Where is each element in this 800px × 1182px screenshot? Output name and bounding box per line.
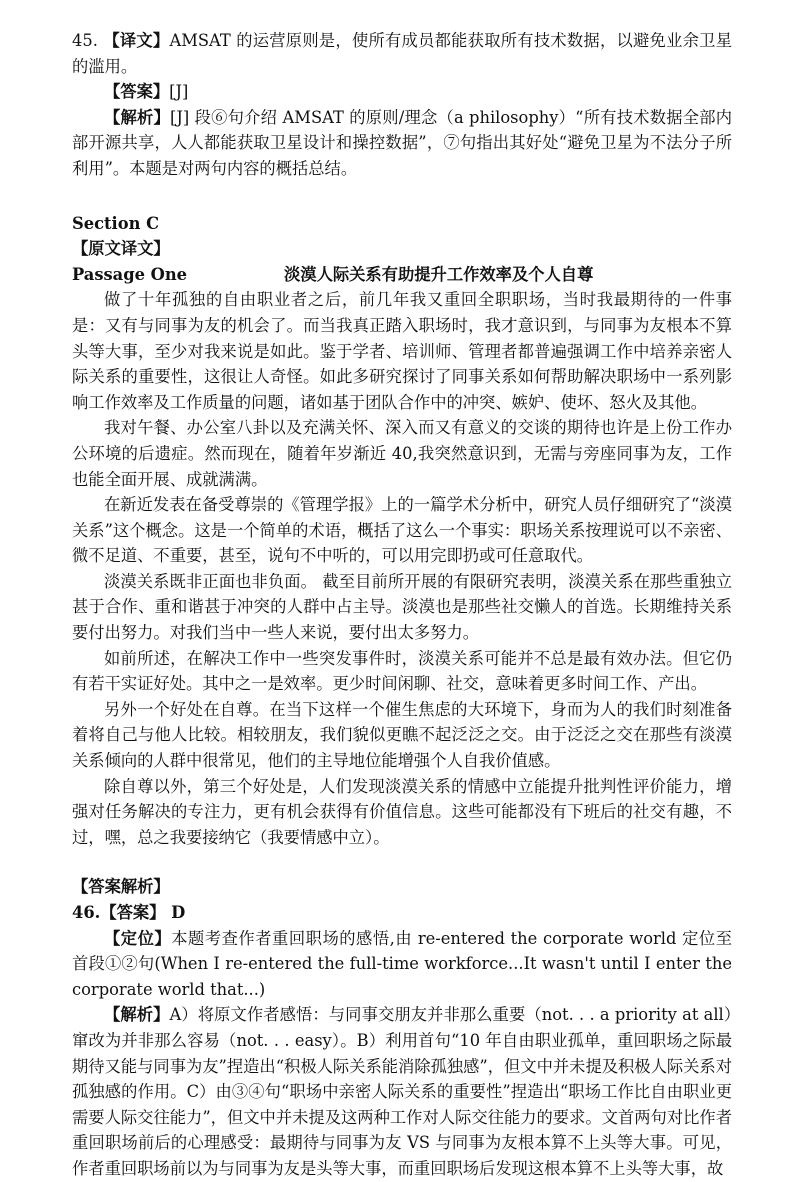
spacer [72,850,732,874]
q45-answer [72,79,732,105]
q45-translation [72,28,732,79]
q46-locate-text: 本题考查作者重回职场的感悟,由 re-entered the corporate world 定位至首段①②句(When I re-entered the full-time workforce...It wasn't until I enter the corporate world that...) [72,928,732,999]
passage-title: 淡漠人际关系有助提升工作效率及个人自尊 [284,264,594,284]
q46-analysis-text: A）将原文作者感悟：与同事交朋友并非那么重要（not. . . a priority at all）窜改为并非那么容易（not. . . easy）。B）利用首句“10 年自由职业孤单，重回职场之际最期待又能与同事为友”捏造出“积极人际关系能消除孤独感”，但文中并未提及积极人际关系对孤独感的作用。C）由③④句“职场中亲密人际关系的重要性”捏造出“职场工作比自由职业更需要人际交往能力”，但文中并未提及这两种工作对人际交往能力的要求。文首两句对比作者重回职场前后的心理感受：最期待与同事为友 VS 与同事为友根本算不上头等大事。可见，作者重回职场前以为与同事为友是头等大事，而重回职场后发现这根本算不上头等大事，故 [72,1005,732,1178]
q45-translation-tag: 【译文】 [103,31,170,50]
q46-analysis-tag: 【解析】 [104,1005,170,1025]
passage-paragraph: 做了十年孤独的自由职业者之后，前几年我又重回全职职场，当时我最期待的一件事是：又有与同事为友的机会了。而当我真正踏入职场时，我才意识到，与同事为友根本不算头等大事，至少对我来说是如此。鉴于学者、培训师、管理者都普遍强调工作中培养亲密人际关系的重要性，这很让人奇怪。如此多研究探讨了同事关系如何帮助解决职场中一系列影响工作效率及工作质量的问题，诸如基于团队合作中的冲突、嫉妒、使坏、怒火及其他。 [72,290,732,412]
section-heading: Section C [72,213,160,233]
passage-paragraph: 淡漠关系既非正面也非负面。 截至目前所开展的有限研究表明，淡漠关系在那些重独立甚于合作、重和谐甚于冲突的人群中占主导。淡漠也是那些社交懒人的首选。长期维持关系要付出努力。对我们当中一些人来说，要付出太多努力。 [72,571,732,643]
passage-header [72,262,732,288]
q45-answer-text: [J] [169,82,189,102]
passage-label: Passage One [72,264,188,284]
passage-paragraph: 在新近发表在备受尊崇的《管理学报》上的一篇学术分析中，研究人员仔细研究了“淡漠关系”这个概念。这是一个简单的术语，概括了这么一个事实：职场关系按理说可以不亲密、微不足道、不重要，甚至，说句不中听的，可以用完即扔或可任意取代。 [72,495,732,566]
original-translation-tag: 【原文译文】 [72,239,170,259]
q45-answer-tag: 【答案】 [104,82,170,102]
q45-analysis [72,105,732,182]
spacer [72,182,732,211]
q46-answer-text: D [165,903,186,922]
q46-answer [72,900,732,926]
q46-analysis [72,1002,732,1181]
q45-number: 45. [72,31,104,50]
passage-paragraph: 如前所述，在解决工作中一些突发事件时，淡漠关系可能并不总是最有效办法。但它仍有若干实证好处。其中之一是效率。更少时间闲聊、社交，意味着更多时间工作、产出。 [72,648,732,694]
q45-translation-text: AMSAT 的运营原则是，使所有成员都能获取所有技术数据，以避免业余卫星的滥用。 [72,31,732,76]
q46-answer-tag: 【答案】 [100,903,166,922]
q46-locate-tag: 【定位】 [104,928,172,948]
page-content [72,28,732,1182]
passage-paragraph: 除自尊以外，第三个好处是，人们发现淡漠关系的情感中立能提升批判性评价能力，增强对任务解决的专注力，更有机会获得有价值信息。这些可能都没有下班后的社交有趣，不过，嘿，总之我要接纳它（我要情感中立）。 [72,776,732,847]
passage-paragraph: 我对午餐、办公室八卦以及充满关怀、深入而又有意义的交谈的期待也许是上份工作办公环境的后遗症。然而现在，随着年岁渐近 40,我突然意识到，无需与旁座同事为友，工作也能全面开展、成就满满。 [72,418,732,489]
q45-analysis-tag: 【解析】 [104,107,171,127]
q46-number: 46. [72,903,101,922]
passage-paragraph: 另外一个好处在自尊。在当下这样一个催生焦虑的大环境下，身而为人的我们时刻准备着将自己与他人比较。相较朋友，我们貌似更瞧不起泛泛之交。由于泛泛之交在那些有淡漠关系倾向的人群中很常见，他们的主导地位能增强个人自我价值感。 [72,699,732,771]
answer-analysis-heading: 【答案解析】 [72,877,170,897]
q46-locate [72,926,732,1003]
q45-analysis-text: [J] 段⑥句介绍 AMSAT 的原则/理念（a philosophy）“所有技术数据全部内部开源共享，人人都能获取卫星设计和操控数据”，⑦句指出其好处“避免卫星为不法分子所利用”。本题是对两句内容的概括总结。 [72,107,732,178]
